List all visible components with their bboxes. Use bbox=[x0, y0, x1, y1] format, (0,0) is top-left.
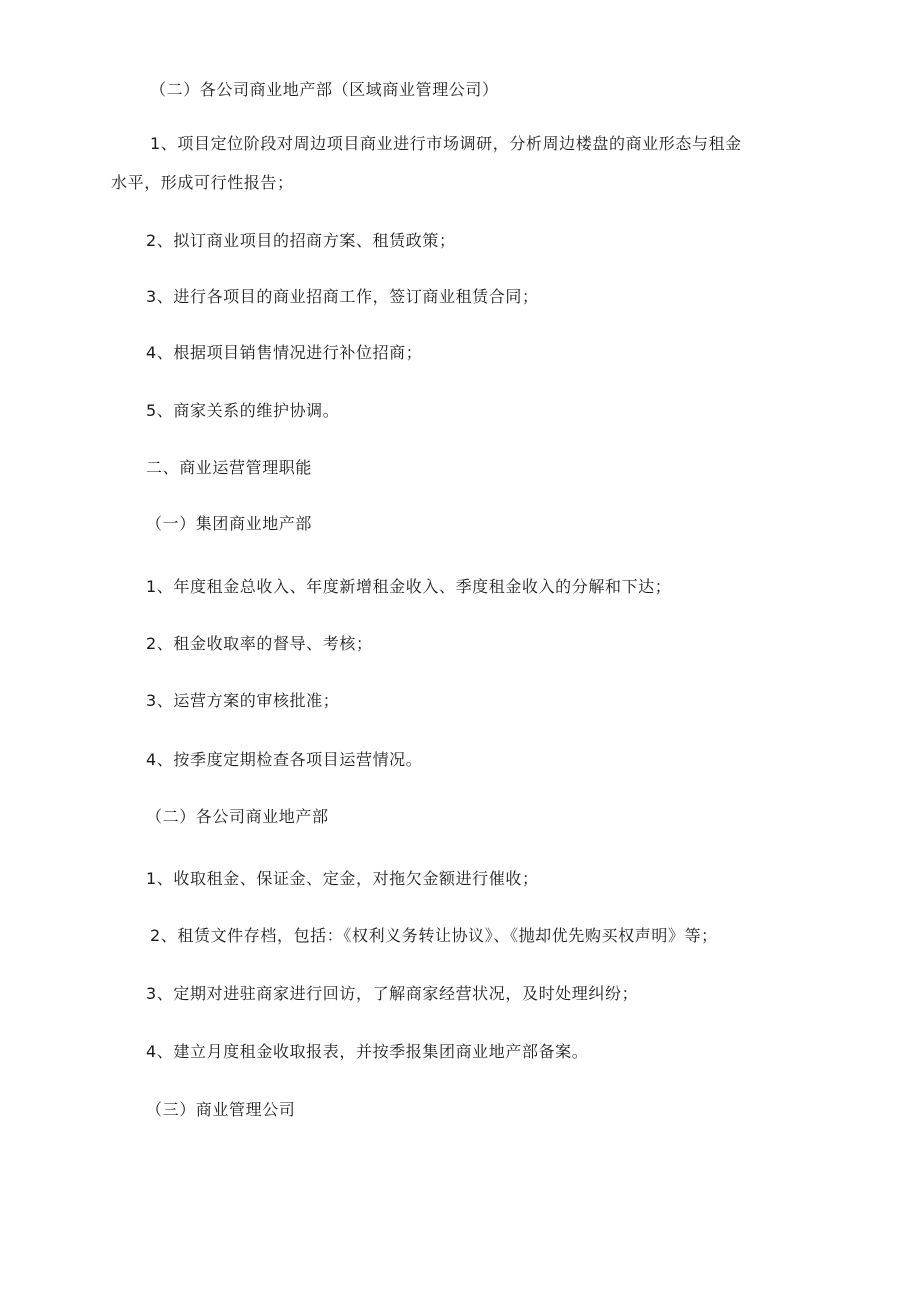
list-item-5: 5、商家关系的维护协调。 bbox=[146, 401, 340, 420]
subsection-2-item-4: 4、建立月度租金收取报表，并按季报集团商业地产部备案。 bbox=[146, 1042, 589, 1061]
subsection-header-management-company: （三）商业管理公司 bbox=[146, 1100, 296, 1119]
subsection-2-item-3: 3、定期对进驻商家进行回访，了解商家经营状况，及时处理纠纷； bbox=[146, 984, 639, 1003]
section-header-regional-company: （二）各公司商业地产部（区域商业管理公司） bbox=[150, 80, 499, 99]
subsection-1-item-3: 3、运营方案的审核批准； bbox=[146, 691, 340, 710]
list-item-4: 4、根据项目销售情况进行补位招商； bbox=[146, 343, 423, 362]
subsection-2-item-1: 1、收取租金、保证金、定金，对拖欠金额进行催收； bbox=[146, 869, 539, 888]
subsection-1-item-2: 2、租金收取率的督导、考核； bbox=[146, 634, 373, 653]
list-item-1-line-1: 1、项目定位阶段对周边项目商业进行市场调研，分析周边楼盘的商业形态与租金 bbox=[150, 134, 742, 153]
list-item-1-line-2: 水平，形成可行性报告； bbox=[111, 173, 294, 192]
subsection-1-item-4: 4、按季度定期检查各项目运营情况。 bbox=[146, 750, 423, 769]
subsection-header-group-dept: （一）集团商业地产部 bbox=[146, 514, 313, 533]
section-header-operations: 二、商业运营管理职能 bbox=[146, 458, 313, 477]
subsection-1-item-1: 1、年度租金总收入、年度新增租金收入、季度租金收入的分解和下达； bbox=[146, 577, 672, 596]
list-item-2: 2、拟订商业项目的招商方案、租赁政策； bbox=[146, 231, 456, 250]
subsection-2-item-2: 2、租赁文件存档，包括：《权利义务转让协议》、《抛却优先购买权声明》等； bbox=[150, 926, 718, 945]
list-item-3: 3、进行各项目的商业招商工作，签订商业租赁合同； bbox=[146, 287, 539, 306]
subsection-header-company-dept: （二）各公司商业地产部 bbox=[146, 807, 329, 826]
